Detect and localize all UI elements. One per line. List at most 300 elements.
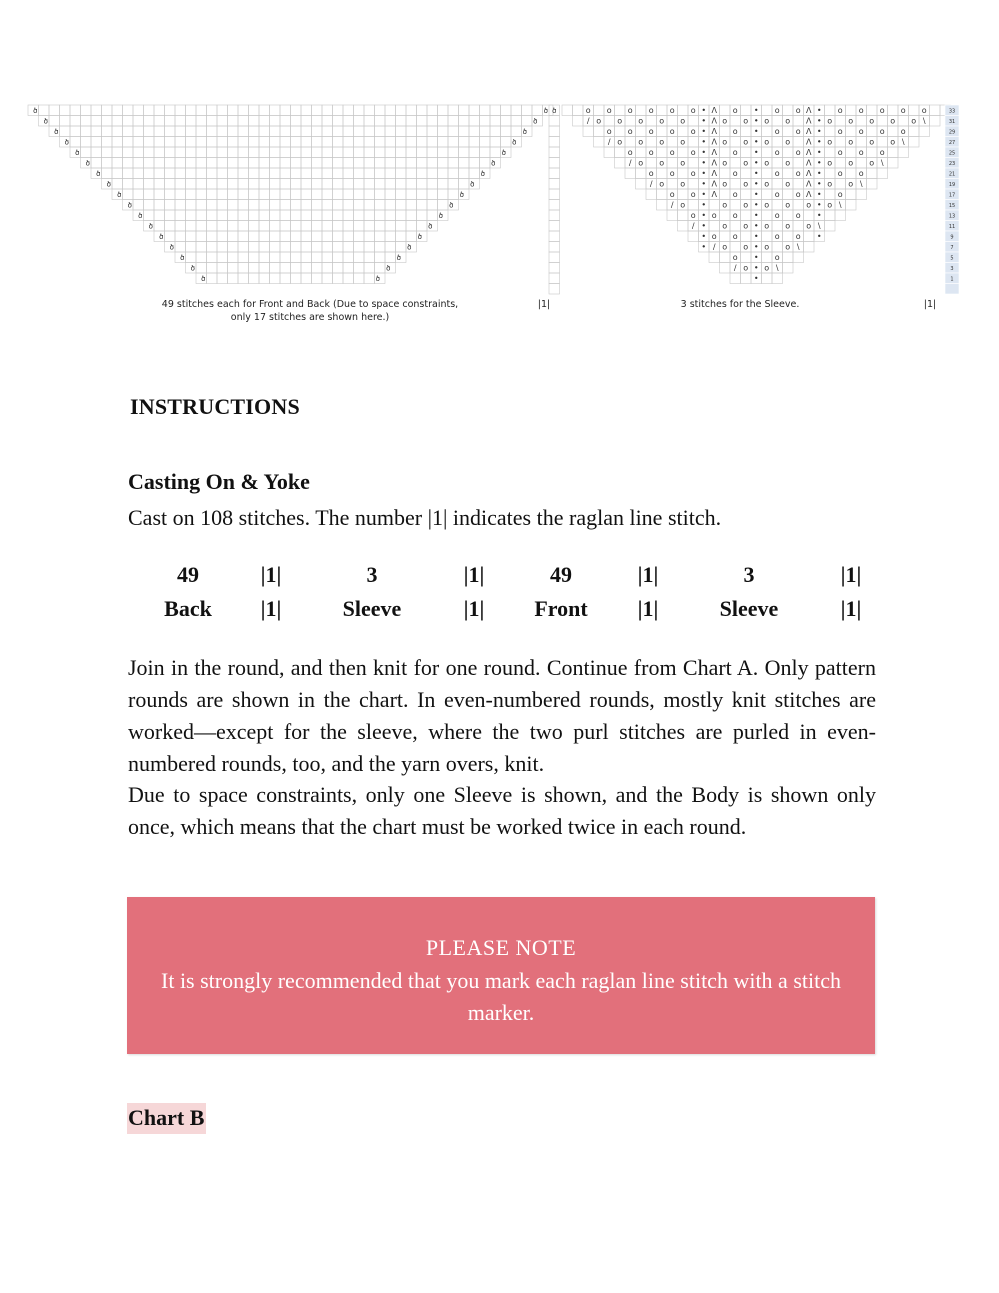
- body-cell: [217, 252, 228, 263]
- sleeve-stitch-symbol: •: [753, 232, 759, 241]
- row-number-label: 33: [948, 108, 956, 115]
- sleeve-stitch-symbol: o: [827, 137, 833, 147]
- body-cell: [333, 179, 344, 190]
- twisted-knit-symbol: ծ: [459, 191, 464, 199]
- twisted-knit-symbol: ծ: [33, 107, 38, 115]
- body-cell: [301, 116, 312, 127]
- sleeve-stitch-symbol: o: [774, 211, 780, 220]
- body-cell: [154, 158, 165, 169]
- body-cell: [291, 189, 302, 200]
- body-cell: [280, 179, 291, 190]
- body-cell: [375, 126, 386, 137]
- body-cell: [375, 210, 386, 221]
- twisted-knit-symbol: ծ: [96, 170, 101, 178]
- body-cell: [175, 126, 186, 137]
- casting-on-heading: Casting On & Yoke: [128, 469, 310, 494]
- sleeve-cell: [678, 168, 689, 179]
- body-cell: [186, 252, 197, 263]
- body-cell: [102, 126, 113, 137]
- sleeve-cell: [720, 263, 731, 274]
- sleeve-stitch-symbol: o: [722, 221, 728, 231]
- sleeve-stitch-symbol: o: [659, 158, 665, 168]
- body-cell: [217, 242, 228, 253]
- body-cell: [165, 105, 176, 116]
- body-cell: [133, 158, 144, 169]
- body-cell: [417, 158, 428, 169]
- body-cell: [448, 126, 459, 137]
- body-cell: [364, 137, 375, 148]
- body-cell: [49, 105, 60, 116]
- body-cell: [301, 105, 312, 116]
- body-cell: [511, 105, 522, 116]
- sleeve-stitch-symbol: o: [848, 137, 854, 147]
- body-cell: [301, 137, 312, 148]
- body-cell: [280, 263, 291, 274]
- body-cell: [354, 147, 365, 158]
- sleeve-cell: [678, 210, 689, 221]
- sleeve-cell: [856, 116, 867, 127]
- body-cell: [396, 126, 407, 137]
- body-cell: [249, 147, 260, 158]
- body-cell: [459, 158, 470, 169]
- body-cell: [217, 231, 228, 242]
- body-cell: [249, 137, 260, 148]
- body-cell: [270, 105, 281, 116]
- body-cell: [291, 242, 302, 253]
- raglan-cell: [549, 189, 560, 200]
- sleeve-cell: [615, 105, 626, 116]
- body-cell: [165, 147, 176, 158]
- body-cell: [154, 221, 165, 232]
- body-cell: [249, 105, 260, 116]
- body-cell: [228, 273, 239, 284]
- body-cell: [228, 137, 239, 148]
- body-cell: [207, 158, 218, 169]
- chart-body-grid: [28, 105, 560, 294]
- body-cell: [343, 221, 354, 232]
- chart-caption-sleeve: 3 stitches for the Sleeve.: [680, 299, 800, 310]
- sleeve-stitch-symbol: o: [638, 137, 644, 147]
- sleeve-stitch-symbol: \: [901, 137, 905, 147]
- body-cell: [490, 126, 501, 137]
- sleeve-cell: [762, 105, 773, 116]
- body-cell: [102, 105, 113, 116]
- body-cell: [207, 105, 218, 116]
- sleeve-cell: [888, 126, 899, 137]
- body-cell: [91, 126, 102, 137]
- sleeve-stitch-symbol: o: [722, 242, 728, 252]
- body-cell: [102, 168, 113, 179]
- sleeve-cell: [919, 126, 930, 137]
- body-cell: [438, 158, 449, 169]
- body-cell: [375, 263, 386, 274]
- body-cell: [196, 158, 207, 169]
- sleeve-cell: [709, 200, 720, 211]
- sleeve-cell: [909, 105, 920, 116]
- sleeve-stitch-symbol: o: [690, 127, 696, 136]
- body-cell: [312, 242, 323, 253]
- count-sleeve-1: 3: [366, 562, 378, 587]
- sleeve-stitch-symbol: •: [816, 148, 822, 157]
- body-cell: [217, 210, 228, 221]
- body-cell: [259, 126, 270, 137]
- body-cell: [270, 126, 281, 137]
- sleeve-stitch-symbol: •: [701, 116, 707, 126]
- sleeve-stitch-symbol: o: [774, 253, 780, 262]
- body-cell: [291, 168, 302, 179]
- sleeve-stitch-symbol: o: [606, 127, 612, 136]
- sleeve-cell: [646, 189, 657, 200]
- body-cell: [165, 168, 176, 179]
- body-cell: [154, 126, 165, 137]
- body-cell: [375, 221, 386, 232]
- count-sleeve-2: 3: [743, 562, 755, 587]
- sleeve-stitch-symbol: Λ: [711, 179, 717, 189]
- raglan-cell: [549, 263, 560, 274]
- body-cell: [165, 200, 176, 211]
- sleeve-stitch-symbol: o: [659, 137, 665, 147]
- sleeve-cell: [730, 273, 741, 284]
- sleeve-cell: [877, 137, 888, 148]
- sleeve-cell: [720, 231, 731, 242]
- body-cell: [175, 137, 186, 148]
- body-cell: [354, 200, 365, 211]
- sleeve-cell: [730, 221, 741, 232]
- sleeve-cell: [888, 147, 899, 158]
- body-cell: [186, 189, 197, 200]
- chart-caption-raglan-2: |1|: [923, 299, 937, 310]
- body-cell: [396, 179, 407, 190]
- sleeve-stitch-symbol: •: [701, 200, 707, 210]
- sleeve-stitch-symbol: o: [764, 137, 770, 147]
- body-cell: [81, 137, 92, 148]
- sleeve-stitch-symbol: o: [669, 190, 675, 199]
- body-cell: [301, 221, 312, 232]
- body-cell: [207, 126, 218, 137]
- sleeve-cell: [720, 126, 731, 137]
- sleeve-cell: [688, 200, 699, 211]
- twisted-knit-symbol: ծ: [201, 275, 206, 283]
- body-cell: [322, 231, 333, 242]
- body-cell: [175, 221, 186, 232]
- body-cell: [228, 116, 239, 127]
- body-cell: [501, 105, 512, 116]
- row-number-label: 19: [948, 182, 956, 188]
- sleeve-stitch-symbol: Λ: [711, 190, 717, 199]
- body-cell: [217, 179, 228, 190]
- row-number-label: 27: [948, 140, 956, 146]
- body-cell: [291, 221, 302, 232]
- body-cell: [385, 210, 396, 221]
- body-cell: [270, 200, 281, 211]
- note-body: It is strongly recommended that you mark each raglan line stitch with a stitch marker.: [161, 968, 841, 1025]
- sleeve-cell: [846, 147, 857, 158]
- sleeve-stitch-symbol: o: [879, 148, 885, 157]
- sleeve-stitch-symbol: o: [858, 127, 864, 136]
- body-cell: [154, 189, 165, 200]
- body-cell: [144, 189, 155, 200]
- sleeve-cell: [762, 273, 773, 284]
- sleeve-cell: [730, 200, 741, 211]
- body-cell: [438, 189, 449, 200]
- body-cell: [238, 126, 249, 137]
- body-cell: [364, 252, 375, 263]
- twisted-knit-symbol: ծ: [396, 254, 401, 262]
- body-cell: [123, 189, 134, 200]
- body-cell: [427, 105, 438, 116]
- body-cell: [333, 231, 344, 242]
- body-cell: [165, 210, 176, 221]
- body-cell: [186, 231, 197, 242]
- body-cell: [165, 189, 176, 200]
- sleeve-stitch-symbol: •: [816, 190, 822, 199]
- sleeve-cell: [835, 179, 846, 190]
- sleeve-stitch-symbol: •: [753, 169, 759, 178]
- twisted-knit-symbol: ծ: [43, 117, 48, 126]
- body-cell: [259, 179, 270, 190]
- body-cell: [364, 168, 375, 179]
- body-cell: [186, 116, 197, 127]
- body-cell: [480, 147, 491, 158]
- sleeve-cell: [867, 168, 878, 179]
- instructions-paragraph-2: Due to space constraints, only one Sleeve is shown, and the Body is shown only once, which means that the chart must be worked twice in each round.: [128, 782, 876, 839]
- sleeve-stitch-symbol: o: [732, 211, 738, 220]
- sleeve-stitch-symbol: o: [869, 137, 875, 147]
- body-cell: [102, 147, 113, 158]
- sleeve-cell: [657, 147, 668, 158]
- sleeve-stitch-symbol: o: [732, 169, 738, 178]
- body-cell: [238, 158, 249, 169]
- body-cell: [249, 126, 260, 137]
- sleeve-cell: [846, 168, 857, 179]
- body-cell: [406, 116, 417, 127]
- body-cell: [39, 105, 50, 116]
- body-cell: [207, 116, 218, 127]
- twisted-knit-symbol: ծ: [159, 233, 164, 241]
- sleeve-cell: [657, 168, 668, 179]
- body-cell: [238, 179, 249, 190]
- sleeve-stitch-symbol: •: [701, 106, 707, 115]
- body-cell: [228, 242, 239, 253]
- body-cell: [438, 126, 449, 137]
- body-cell: [427, 158, 438, 169]
- body-cell: [354, 242, 365, 253]
- sleeve-cell: [835, 210, 846, 221]
- twisted-knit-symbol: ծ: [438, 212, 443, 220]
- body-cell: [322, 179, 333, 190]
- body-cell: [301, 189, 312, 200]
- sleeve-stitch-symbol: o: [743, 221, 749, 231]
- body-cell: [291, 116, 302, 127]
- body-cell: [385, 179, 396, 190]
- body-cell: [175, 200, 186, 211]
- sleeve-cell: [825, 147, 836, 158]
- body-cell: [196, 221, 207, 232]
- please-note-box: [127, 897, 875, 1054]
- sleeve-cell: [741, 168, 752, 179]
- body-cell: [186, 179, 197, 190]
- sleeve-stitch-symbol: o: [669, 127, 675, 136]
- sleeve-cell: [741, 231, 752, 242]
- sleeve-cell: [762, 147, 773, 158]
- body-cell: [186, 158, 197, 169]
- sleeve-cell: [783, 126, 794, 137]
- body-cell: [112, 168, 123, 179]
- body-cell: [259, 200, 270, 211]
- sleeve-stitch-symbol: o: [680, 116, 686, 126]
- label-front: Front: [534, 596, 588, 621]
- sleeve-stitch-symbol: Λ: [806, 106, 812, 115]
- twisted-knit-symbol: ծ: [85, 159, 90, 168]
- body-cell: [322, 126, 333, 137]
- body-cell: [228, 158, 239, 169]
- sleeve-stitch-symbol: •: [701, 158, 707, 168]
- sleeve-cell: [804, 242, 815, 253]
- body-cell: [238, 200, 249, 211]
- body-cell: [112, 126, 123, 137]
- body-cell: [364, 210, 375, 221]
- body-cell: [238, 273, 249, 284]
- row-number-label: 3: [950, 266, 954, 272]
- body-cell: [112, 116, 123, 127]
- sleeve-stitch-symbol: o: [827, 179, 833, 189]
- sleeve-cell: [846, 189, 857, 200]
- body-cell: [123, 158, 134, 169]
- body-cell: [301, 200, 312, 211]
- sleeve-cell: [762, 126, 773, 137]
- sleeve-cell: [594, 137, 605, 148]
- sleeve-stitch-symbol: o: [869, 116, 875, 126]
- sleeve-stitch-symbol: o: [617, 137, 623, 147]
- body-cell: [354, 252, 365, 263]
- body-cell: [49, 116, 60, 127]
- sleeve-cell: [835, 116, 846, 127]
- sleeve-cell: [772, 221, 783, 232]
- twisted-knit-symbol: ծ: [407, 243, 412, 252]
- body-cell: [165, 116, 176, 127]
- body-cell: [406, 105, 417, 116]
- body-cell: [186, 242, 197, 253]
- twisted-knit-symbol: ծ: [180, 254, 185, 262]
- body-cell: [280, 137, 291, 148]
- body-cell: [490, 147, 501, 158]
- sleeve-cell: [594, 126, 605, 137]
- body-cell: [427, 189, 438, 200]
- sleeve-stitch-symbol: •: [701, 179, 707, 189]
- body-cell: [280, 158, 291, 169]
- sleeve-cell: [867, 126, 878, 137]
- body-cell: [228, 210, 239, 221]
- chart-caption-body: [120, 298, 500, 324]
- body-cell: [343, 116, 354, 127]
- body-cell: [322, 105, 333, 116]
- body-cell: [112, 137, 123, 148]
- sleeve-stitch-symbol: o: [638, 116, 644, 126]
- sleeve-stitch-symbol: o: [879, 106, 885, 115]
- sleeve-cell: [930, 116, 941, 127]
- raglan-cell: [549, 252, 560, 263]
- sleeve-stitch-symbol: /: [628, 158, 632, 168]
- sleeve-cell: [667, 210, 678, 221]
- sleeve-stitch-symbol: o: [827, 116, 833, 126]
- sleeve-cell: [741, 273, 752, 284]
- body-cell: [196, 263, 207, 274]
- body-cell: [228, 189, 239, 200]
- sleeve-cell: [856, 189, 867, 200]
- body-cell: [259, 231, 270, 242]
- sleeve-cell: [604, 147, 615, 158]
- instructions-heading: INSTRUCTIONS: [130, 394, 300, 419]
- body-cell: [364, 179, 375, 190]
- sleeve-stitch-symbol: \: [859, 179, 863, 189]
- body-cell: [406, 189, 417, 200]
- sleeve-stitch-symbol: o: [627, 127, 633, 136]
- sleeve-cell: [783, 105, 794, 116]
- sleeve-stitch-symbol: o: [774, 148, 780, 157]
- sleeve-stitch-symbol: Λ: [711, 106, 717, 115]
- sleeve-stitch-symbol: o: [785, 158, 791, 168]
- body-cell: [469, 116, 480, 127]
- body-cell: [70, 137, 81, 148]
- body-cell: [333, 252, 344, 263]
- body-cell: [375, 189, 386, 200]
- body-cell: [385, 189, 396, 200]
- body-cell: [207, 231, 218, 242]
- body-cell: [448, 158, 459, 169]
- count-raglan-4: |1|: [840, 562, 862, 587]
- body-cell: [70, 116, 81, 127]
- sleeve-cell: [646, 137, 657, 148]
- body-cell: [228, 105, 239, 116]
- body-cell: [448, 179, 459, 190]
- sleeve-cell: [825, 210, 836, 221]
- twisted-knit-symbol: ծ: [148, 222, 153, 231]
- raglan-cell: [549, 231, 560, 242]
- body-cell: [196, 137, 207, 148]
- body-cell: [133, 189, 144, 200]
- body-cell: [459, 126, 470, 137]
- body-cell: [217, 158, 228, 169]
- body-cell: [91, 105, 102, 116]
- sleeve-cell: [730, 137, 741, 148]
- sleeve-stitch-symbol: o: [648, 106, 654, 115]
- body-cell: [249, 252, 260, 263]
- body-cell: [270, 179, 281, 190]
- body-cell: [354, 273, 365, 284]
- sleeve-stitch-symbol: o: [669, 106, 675, 115]
- sleeve-stitch-symbol: o: [722, 137, 728, 147]
- sleeve-stitch-symbol: Λ: [711, 169, 717, 178]
- sleeve-stitch-symbol: o: [837, 190, 843, 199]
- body-cell: [333, 210, 344, 221]
- sleeve-cell: [888, 158, 899, 169]
- body-cell: [427, 179, 438, 190]
- body-cell: [238, 210, 249, 221]
- body-cell: [322, 147, 333, 158]
- body-cell: [270, 210, 281, 221]
- sleeve-stitch-symbol: •: [753, 200, 759, 210]
- sleeve-stitch-symbol: o: [648, 127, 654, 136]
- body-cell: [343, 168, 354, 179]
- body-cell: [469, 137, 480, 148]
- sleeve-stitch-symbol: o: [890, 116, 896, 126]
- label-raglan-1: |1|: [260, 596, 282, 621]
- body-cell: [364, 158, 375, 169]
- body-cell: [144, 105, 155, 116]
- sleeve-stitch-symbol: •: [753, 253, 759, 262]
- body-cell: [322, 158, 333, 169]
- body-cell: [396, 168, 407, 179]
